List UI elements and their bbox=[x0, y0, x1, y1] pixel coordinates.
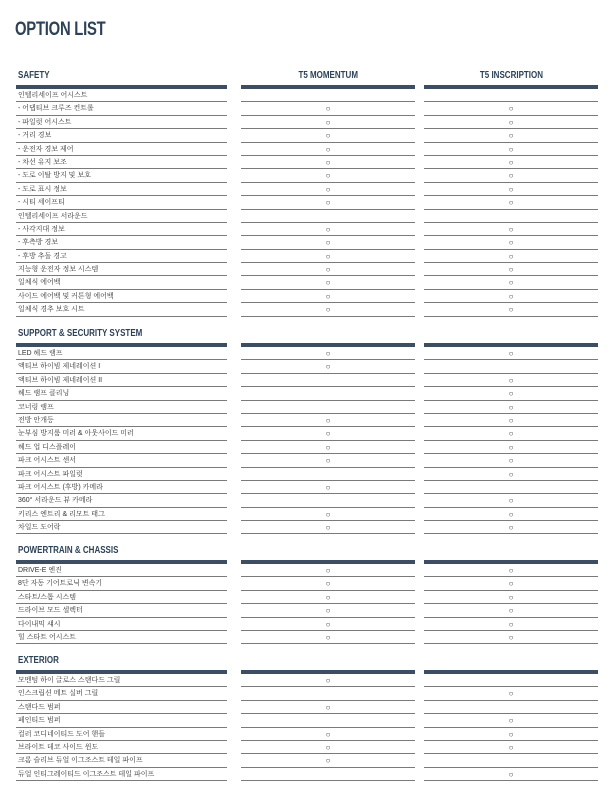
row-divider bbox=[241, 316, 415, 317]
table-row bbox=[16, 223, 599, 236]
mark-t5-momentum: ○ bbox=[325, 456, 331, 466]
mark-t5-inscription: ○ bbox=[508, 184, 514, 194]
table-row bbox=[16, 89, 599, 102]
section-support-security-system bbox=[16, 327, 599, 534]
table-row bbox=[16, 494, 599, 507]
table-row bbox=[16, 631, 599, 644]
row-label: 힐 스타트 어시스트 bbox=[18, 633, 76, 641]
row-label: 일체식 에어백 bbox=[18, 279, 61, 287]
table-row bbox=[16, 577, 599, 590]
mark-t5-momentum: ○ bbox=[325, 144, 331, 154]
mark-t5-inscription: ○ bbox=[508, 509, 514, 519]
mark-t5-inscription: ○ bbox=[508, 131, 514, 141]
row-label: 전방 안개등 bbox=[18, 416, 54, 424]
row-label: 페인티드 범퍼 bbox=[18, 717, 61, 725]
mark-t5-momentum: ○ bbox=[325, 442, 331, 452]
row-label: 파크 어시스트 센서 bbox=[18, 457, 76, 465]
table-row bbox=[16, 728, 599, 741]
table-row bbox=[16, 714, 599, 727]
section-title: SUPPORT & SECURITY SYSTEM bbox=[18, 328, 143, 339]
mark-t5-momentum: ○ bbox=[325, 184, 331, 194]
table-row bbox=[16, 468, 599, 481]
row-divider bbox=[241, 533, 415, 534]
mark-t5-momentum: ○ bbox=[325, 278, 331, 288]
table-row bbox=[16, 481, 599, 494]
row-label: 다이내믹 섀시 bbox=[18, 620, 61, 628]
mark-t5-inscription: ○ bbox=[508, 415, 514, 425]
table-row bbox=[16, 236, 599, 249]
table-row bbox=[16, 263, 599, 276]
row-label: - 거리 경보 bbox=[18, 132, 52, 140]
table-row bbox=[16, 374, 599, 387]
row-divider bbox=[424, 533, 598, 534]
table-row bbox=[16, 401, 599, 414]
row-label: 인스크립션 메트 실버 그릴 bbox=[18, 690, 99, 698]
mark-t5-inscription: ○ bbox=[508, 442, 514, 452]
row-divider bbox=[241, 780, 415, 781]
table-row bbox=[16, 143, 599, 156]
table-row bbox=[16, 741, 599, 754]
column-header-label: T5 INSCRIPTION bbox=[479, 70, 543, 81]
mark-t5-momentum: ○ bbox=[325, 729, 331, 739]
mark-t5-momentum: ○ bbox=[325, 509, 331, 519]
mark-t5-momentum: ○ bbox=[325, 224, 331, 234]
row-divider bbox=[424, 316, 598, 317]
mark-t5-inscription: ○ bbox=[508, 619, 514, 629]
row-label: 지능형 운전자 정보 시스템 bbox=[18, 266, 99, 274]
row-label: 브라이트 데코 사이드 윈도 bbox=[18, 743, 99, 751]
mark-t5-momentum: ○ bbox=[325, 265, 331, 275]
mark-t5-inscription: ○ bbox=[508, 375, 514, 385]
section-title: POWERTRAIN & CHASSIS bbox=[18, 545, 119, 556]
table-row bbox=[16, 169, 599, 182]
row-divider bbox=[16, 533, 227, 534]
mark-t5-inscription: ○ bbox=[508, 496, 514, 506]
mark-t5-inscription: ○ bbox=[508, 469, 514, 479]
row-label: 헤드 램프 클리닝 bbox=[18, 390, 70, 398]
row-divider bbox=[16, 316, 227, 317]
row-label: - 파일럿 어시스트 bbox=[18, 118, 72, 126]
row-label: - 사각지대 정보 bbox=[18, 225, 65, 233]
mark-t5-momentum: ○ bbox=[325, 238, 331, 248]
mark-t5-inscription: ○ bbox=[508, 632, 514, 642]
table-row bbox=[16, 196, 599, 209]
row-label: 사이드 에어백 및 커튼형 에어백 bbox=[18, 292, 114, 300]
row-label: 차일드 도어락 bbox=[18, 524, 61, 532]
section-header bbox=[16, 69, 599, 85]
mark-t5-inscription: ○ bbox=[508, 716, 514, 726]
row-label: 파크 어시스트 파일럿 bbox=[18, 470, 83, 478]
section-powertrain-chassis bbox=[16, 544, 599, 644]
row-label: LED 헤드 램프 bbox=[18, 350, 63, 357]
table-row bbox=[16, 387, 599, 400]
mark-t5-inscription: ○ bbox=[508, 117, 514, 127]
mark-t5-momentum: ○ bbox=[325, 362, 331, 372]
table-row bbox=[16, 116, 599, 129]
table-row bbox=[16, 290, 599, 303]
table-row bbox=[16, 347, 599, 360]
mark-t5-inscription: ○ bbox=[508, 278, 514, 288]
table-row bbox=[16, 754, 599, 767]
column-header-2 bbox=[424, 70, 598, 81]
mark-t5-momentum: ○ bbox=[325, 131, 331, 141]
row-label: - 도로 표시 정보 bbox=[18, 185, 67, 193]
mark-t5-momentum: ○ bbox=[325, 429, 331, 439]
mark-t5-inscription: ○ bbox=[508, 251, 514, 261]
column-header-1 bbox=[241, 70, 415, 81]
table-row bbox=[16, 303, 599, 316]
section-header bbox=[16, 544, 599, 560]
section-title: SAFETY bbox=[18, 70, 50, 81]
table-row bbox=[16, 129, 599, 142]
mark-t5-momentum: ○ bbox=[325, 702, 331, 712]
mark-t5-momentum: ○ bbox=[325, 579, 331, 589]
table-row bbox=[16, 687, 599, 700]
table-row bbox=[16, 674, 599, 687]
mark-t5-inscription: ○ bbox=[508, 769, 514, 779]
mark-t5-inscription: ○ bbox=[508, 592, 514, 602]
row-divider bbox=[16, 643, 227, 644]
mark-t5-momentum: ○ bbox=[325, 157, 331, 167]
section-header bbox=[16, 327, 599, 343]
mark-t5-inscription: ○ bbox=[508, 566, 514, 575]
table-row bbox=[16, 604, 599, 617]
table-row bbox=[16, 250, 599, 263]
page-title: OPTION LIST bbox=[15, 19, 106, 40]
mark-t5-inscription: ○ bbox=[508, 579, 514, 589]
mark-t5-momentum: ○ bbox=[325, 606, 331, 616]
table-row bbox=[16, 618, 599, 631]
mark-t5-momentum: ○ bbox=[325, 676, 331, 685]
row-label: - 도로 이탈 방지 및 보호 bbox=[18, 172, 91, 180]
mark-t5-inscription: ○ bbox=[508, 689, 514, 699]
row-divider bbox=[16, 780, 227, 781]
row-label: 코너링 램프 bbox=[18, 403, 54, 411]
mark-t5-inscription: ○ bbox=[508, 402, 514, 412]
table-row bbox=[16, 210, 599, 223]
table-row bbox=[16, 102, 599, 115]
mark-t5-inscription: ○ bbox=[508, 606, 514, 616]
row-label: 파크 어시스트 (후방) 카메라 bbox=[18, 483, 103, 491]
section-header bbox=[16, 654, 599, 670]
table-row bbox=[16, 414, 599, 427]
mark-t5-inscription: ○ bbox=[508, 198, 514, 208]
row-divider bbox=[424, 643, 598, 644]
row-label: - 차선 유지 보조 bbox=[18, 158, 67, 166]
section-safety bbox=[16, 69, 599, 317]
row-label: 인텔리세이프 어시스트 bbox=[18, 92, 88, 99]
table-row bbox=[16, 276, 599, 289]
table-row bbox=[16, 768, 599, 781]
mark-t5-inscription: ○ bbox=[508, 523, 514, 533]
mark-t5-inscription: ○ bbox=[508, 742, 514, 752]
mark-t5-momentum: ○ bbox=[325, 742, 331, 752]
row-label: 크롬 슬리브 듀얼 이그조스트 테일 파이프 bbox=[18, 757, 143, 765]
table-row bbox=[16, 183, 599, 196]
mark-t5-momentum: ○ bbox=[325, 619, 331, 629]
mark-t5-momentum: ○ bbox=[325, 592, 331, 602]
table-row bbox=[16, 591, 599, 604]
mark-t5-momentum: ○ bbox=[325, 415, 331, 425]
mark-t5-inscription: ○ bbox=[508, 729, 514, 739]
row-label: 드라이브 모드 셀렉터 bbox=[18, 607, 83, 615]
row-label: 8단 자동 기어트로닉 변속기 bbox=[18, 580, 103, 588]
row-label: - 어댑티브 크루즈 컨트롤 bbox=[18, 105, 94, 113]
row-divider bbox=[241, 643, 415, 644]
mark-t5-inscription: ○ bbox=[508, 429, 514, 439]
mark-t5-inscription: ○ bbox=[508, 349, 514, 358]
table-row bbox=[16, 454, 599, 467]
row-label: DRIVE-E 엔진 bbox=[18, 567, 62, 574]
table-row bbox=[16, 701, 599, 714]
mark-t5-momentum: ○ bbox=[325, 566, 331, 575]
table-row bbox=[16, 360, 599, 373]
mark-t5-inscription: ○ bbox=[508, 144, 514, 154]
mark-t5-momentum: ○ bbox=[325, 523, 331, 533]
mark-t5-inscription: ○ bbox=[508, 224, 514, 234]
row-label: - 후방 추돌 경고 bbox=[18, 252, 67, 260]
mark-t5-momentum: ○ bbox=[325, 305, 331, 315]
column-header-label: T5 MOMENTUM bbox=[298, 70, 358, 81]
table-row bbox=[16, 156, 599, 169]
mark-t5-momentum: ○ bbox=[325, 291, 331, 301]
table-row bbox=[16, 441, 599, 454]
mark-t5-momentum: ○ bbox=[325, 117, 331, 127]
row-label: 모멘텀 하이 글로스 스탠다드 그릴 bbox=[18, 677, 121, 684]
mark-t5-inscription: ○ bbox=[508, 265, 514, 275]
mark-t5-momentum: ○ bbox=[325, 198, 331, 208]
mark-t5-inscription: ○ bbox=[508, 104, 514, 114]
mark-t5-inscription: ○ bbox=[508, 291, 514, 301]
row-label: 눈부심 방지룸 미러 & 아웃사이드 미러 bbox=[18, 430, 134, 438]
row-label: 헤드 업 디스플레이 bbox=[18, 443, 76, 451]
table-row bbox=[16, 508, 599, 521]
table-row bbox=[16, 564, 599, 577]
mark-t5-inscription: ○ bbox=[508, 456, 514, 466]
row-divider bbox=[424, 780, 598, 781]
mark-t5-momentum: ○ bbox=[325, 756, 331, 766]
row-label: 듀얼 인티그레이티드 이그조스트 테일 파이프 bbox=[18, 770, 155, 778]
row-label: 스타트/스톱 시스템 bbox=[18, 593, 76, 601]
row-label: 액티브 하이빔 제네레이션 II bbox=[18, 376, 103, 384]
mark-t5-inscription: ○ bbox=[508, 157, 514, 167]
row-label: 인텔리세이프 서라운드 bbox=[18, 212, 88, 220]
row-label: 스탠다드 범퍼 bbox=[18, 703, 61, 711]
row-label: 키리스 엔트리 & 리모트 태그 bbox=[18, 510, 105, 518]
mark-t5-momentum: ○ bbox=[325, 171, 331, 181]
section-exterior bbox=[16, 654, 599, 781]
mark-t5-inscription: ○ bbox=[508, 238, 514, 248]
row-label: - 시티 세이프티 bbox=[18, 199, 65, 207]
table-row bbox=[16, 427, 599, 440]
row-label: - 운전자 경보 제어 bbox=[18, 145, 74, 153]
row-label: - 후측방 경보 bbox=[18, 239, 59, 247]
mark-t5-inscription: ○ bbox=[508, 171, 514, 181]
mark-t5-momentum: ○ bbox=[325, 251, 331, 261]
row-label: 360° 서라운드 뷰 카메라 bbox=[18, 497, 93, 505]
mark-t5-inscription: ○ bbox=[508, 305, 514, 315]
mark-t5-momentum: ○ bbox=[325, 482, 331, 492]
section-title: EXTERIOR bbox=[18, 655, 59, 666]
mark-t5-momentum: ○ bbox=[325, 349, 331, 358]
mark-t5-momentum: ○ bbox=[325, 632, 331, 642]
row-label: 컬러 코디네이티드 도어 핸들 bbox=[18, 730, 105, 738]
mark-t5-momentum: ○ bbox=[325, 104, 331, 114]
table-row bbox=[16, 521, 599, 534]
mark-t5-inscription: ○ bbox=[508, 389, 514, 399]
row-label: 액티브 하이빔 제네레이션 I bbox=[18, 363, 101, 371]
row-label: 일체식 경추 보호 시트 bbox=[18, 306, 85, 314]
